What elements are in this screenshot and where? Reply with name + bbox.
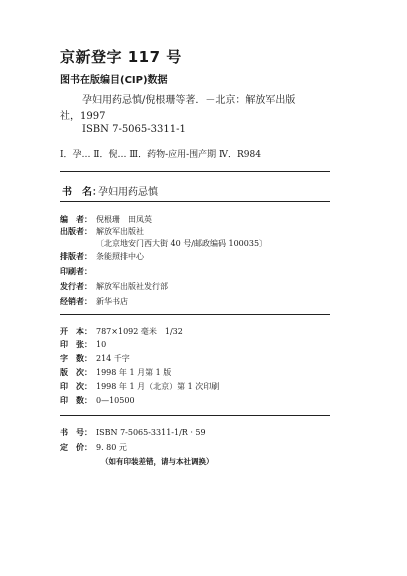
- cip-isbn: ISBN 7-5065-3311-1: [82, 124, 186, 135]
- spec-row: [60, 367, 171, 378]
- spec-row: [60, 395, 135, 406]
- credit-label: 编 者：: [60, 215, 92, 224]
- spec-value: 1998 年 1 月第 1 版: [96, 368, 172, 377]
- pricing-row: [60, 427, 206, 438]
- registration-number: 京新登字 117 号: [60, 48, 182, 66]
- pricing-label: 定 价：: [60, 443, 92, 452]
- cip-classification: Ⅰ．孕… Ⅱ．倪… Ⅲ．药物-应用-围产期 Ⅳ．R984: [60, 150, 261, 160]
- credit-row: [60, 266, 96, 277]
- book-title-label: 书 名：: [62, 187, 102, 198]
- pricing-value: ISBN 7-5065-3311-1/R · 59: [96, 428, 206, 437]
- credit-value: 解放军出版社: [96, 227, 144, 236]
- spec-row: [60, 326, 183, 337]
- spec-label: 字 数：: [60, 354, 92, 363]
- divider-top: [60, 171, 330, 172]
- credit-row: [60, 238, 267, 249]
- cip-line-1: 孕妇用药忌慎/倪根珊等著．－北京：解放军出版: [82, 95, 296, 106]
- credit-row: [60, 214, 152, 225]
- spec-label: 印 张：: [60, 340, 92, 349]
- credit-label: 出版者：: [60, 227, 92, 236]
- spec-row: [60, 339, 106, 350]
- spec-label: 版 次：: [60, 368, 92, 377]
- credit-row: [60, 226, 144, 237]
- credit-row: [60, 251, 144, 262]
- spec-label: 印 数：: [60, 396, 92, 405]
- credit-row: [60, 281, 168, 292]
- spec-label: 开 本：: [60, 327, 92, 336]
- divider-credits: [60, 314, 330, 315]
- divider-specs: [60, 415, 330, 416]
- spec-value: 10: [96, 340, 107, 349]
- spec-value: 1998 年 1 月（北京）第 1 次印刷: [96, 382, 220, 391]
- spec-row: [60, 353, 130, 364]
- cip-title: 图书在版编目(CIP)数据: [60, 75, 168, 86]
- credit-value: 倪根珊 田凤英: [96, 215, 152, 224]
- pricing-label: 书 号：: [60, 428, 92, 437]
- spec-row: [60, 381, 219, 392]
- credit-value: 〔北京地安门西大街 40 号/邮政编码 100035〕: [96, 239, 268, 248]
- credit-value: 新华书店: [96, 297, 128, 306]
- exchange-note: （如有印装差错，请与本社调换）: [101, 457, 214, 466]
- credit-label: 排版者：: [60, 252, 92, 261]
- credit-value: 条能照排中心: [96, 252, 144, 261]
- credit-label: 印刷者：: [60, 267, 92, 276]
- credit-row: [60, 296, 128, 307]
- spec-value: 0—10500: [96, 396, 135, 405]
- credit-label: 经销者：: [60, 297, 92, 306]
- spec-value: 787×1092 毫米 1/32: [96, 327, 183, 336]
- cip-line-2: 社，1997: [60, 111, 106, 122]
- pricing-row: [60, 442, 127, 453]
- credit-value: 解放军出版社发行部: [96, 282, 168, 291]
- credit-label: 发行者：: [60, 282, 92, 291]
- pricing-value: 9. 80 元: [96, 443, 127, 452]
- spec-label: 印 次：: [60, 382, 92, 391]
- spec-value: 214 千字: [96, 354, 130, 363]
- book-title: 孕妇用药忌慎: [98, 187, 158, 198]
- divider-title: [60, 201, 330, 202]
